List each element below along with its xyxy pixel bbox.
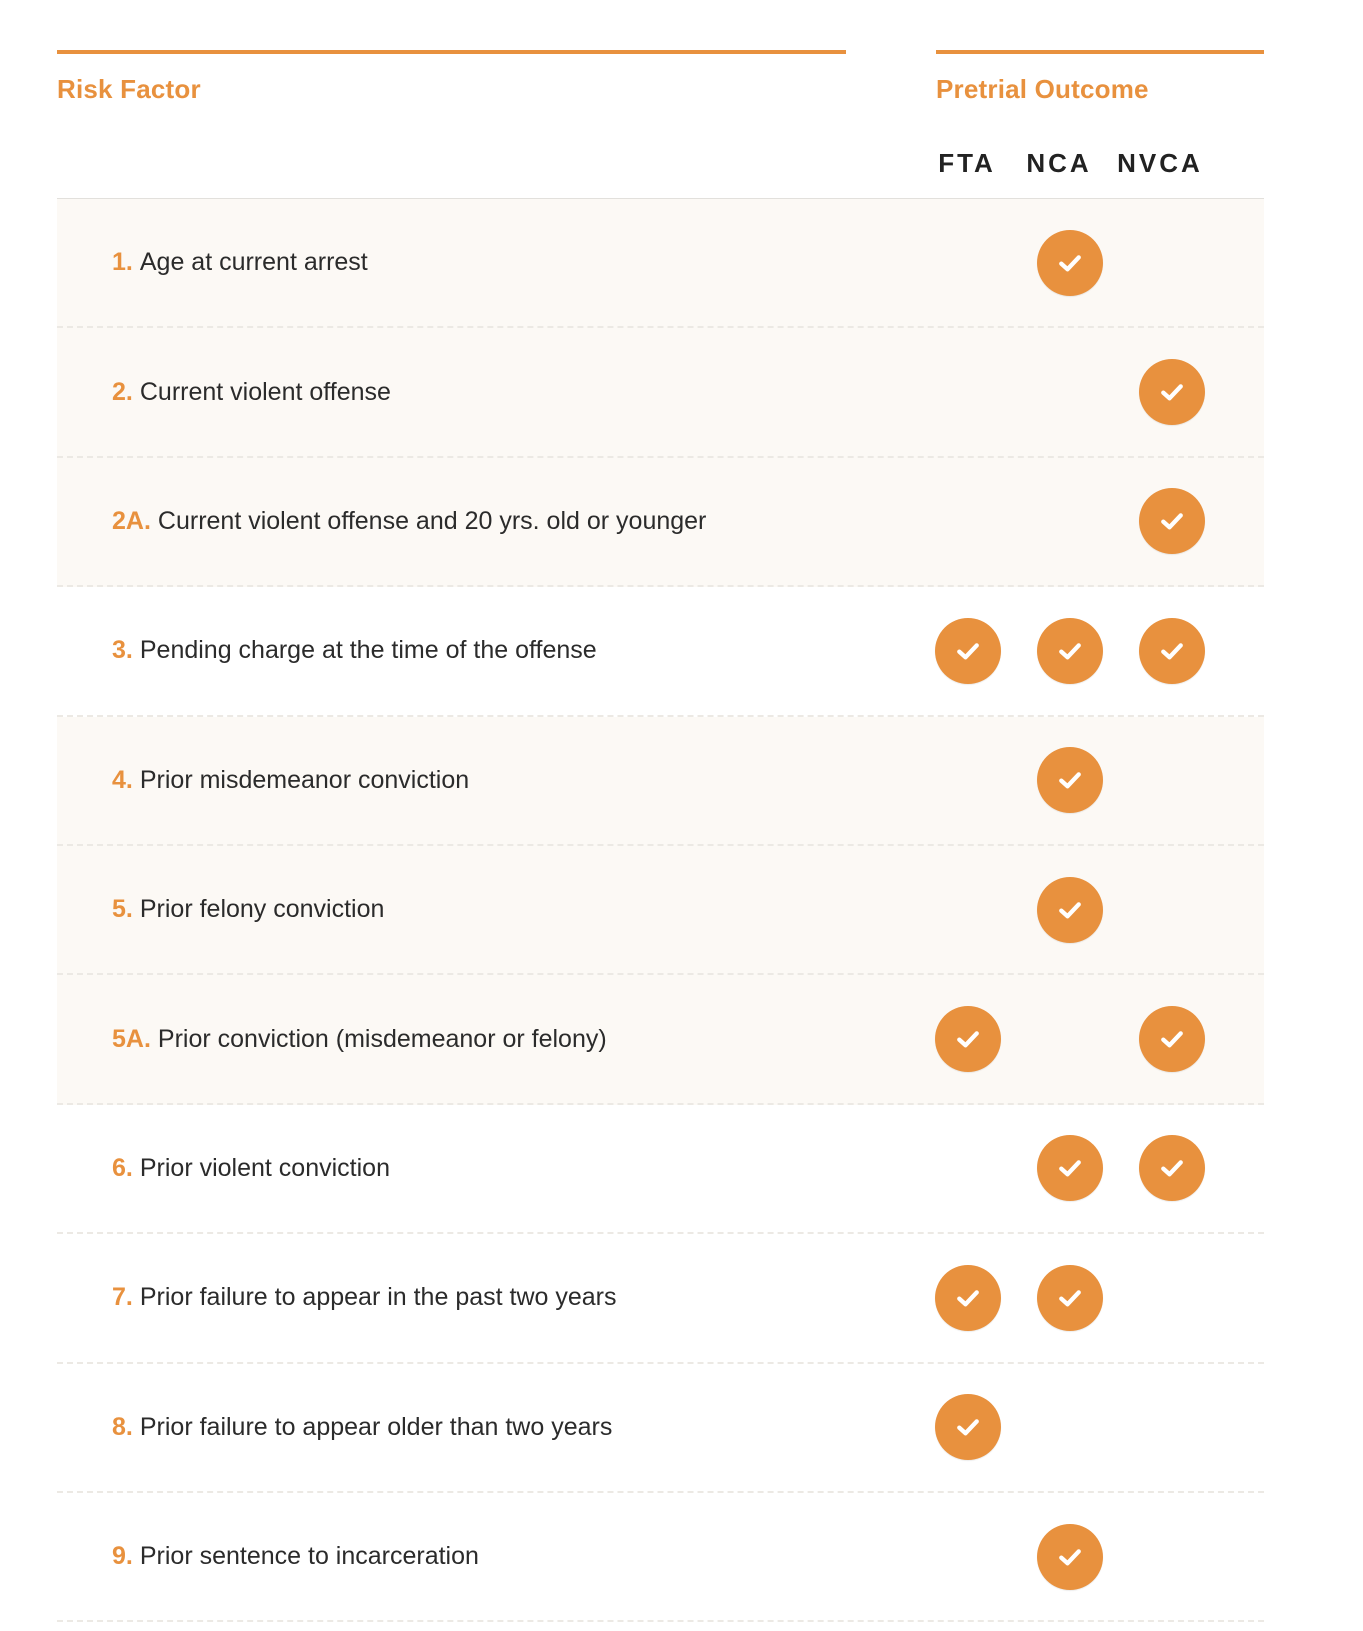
check-icon (1055, 895, 1085, 925)
risk-factor-cell (112, 975, 607, 1102)
table-row (57, 1105, 1264, 1234)
table-row (57, 1493, 1264, 1622)
risk-factor-number: 1. (112, 248, 133, 277)
risk-factor-cell (112, 328, 391, 455)
outcome-label-nvca: NVCA (1117, 148, 1203, 178)
check-icon-fta (935, 1394, 1001, 1460)
check-icon (1055, 1542, 1085, 1572)
risk-factor-label: Prior felony conviction (139, 895, 385, 924)
check-icon (953, 1024, 983, 1054)
check-icon-nvca (1139, 1006, 1205, 1072)
risk-factor-number: 3. (112, 636, 133, 665)
table-row (57, 717, 1264, 846)
check-icon (1055, 1153, 1085, 1183)
risk-factor-number: 9. (112, 1542, 133, 1571)
risk-factor-label: Current violent offense and 20 yrs. old or younger (157, 506, 707, 535)
check-icon-fta (935, 618, 1001, 684)
risk-factor-label: Prior misdemeanor conviction (139, 765, 470, 794)
check-icon (953, 1283, 983, 1313)
risk-factor-label: Prior conviction (misdemeanor or felony) (157, 1024, 607, 1053)
check-icon (1055, 1283, 1085, 1313)
pretrial-outcome-heading: Pretrial Outcome (936, 74, 1149, 104)
table-row (57, 458, 1264, 587)
check-icon-nvca (1139, 1135, 1205, 1201)
check-icon (1157, 377, 1187, 407)
risk-factor-number: 2. (112, 377, 133, 406)
outcome-label-nca: NCA (1026, 148, 1092, 178)
check-icon (1157, 506, 1187, 536)
risk-factor-label: Pending charge at the time of the offense (139, 636, 597, 665)
check-icon (1055, 248, 1085, 278)
table-row (57, 1234, 1264, 1363)
check-icon-nca (1037, 1135, 1103, 1201)
check-icon-nca (1037, 1265, 1103, 1331)
table-row (57, 846, 1264, 975)
risk-factor-cell (112, 717, 469, 844)
check-icon (1157, 1153, 1187, 1183)
risk-factor-number: 6. (112, 1153, 133, 1182)
check-icon (1157, 1024, 1187, 1054)
table-row (57, 199, 1264, 328)
check-icon-nca (1037, 877, 1103, 943)
risk-factor-label: Prior failure to appear in the past two years (139, 1283, 617, 1312)
table-row (57, 975, 1264, 1104)
risk-factor-rule (57, 50, 846, 54)
check-icon (1157, 636, 1187, 666)
risk-factor-cell (112, 199, 368, 326)
risk-factor-label: Age at current arrest (139, 248, 368, 277)
risk-factor-cell (112, 1493, 479, 1620)
risk-factor-number: 4. (112, 765, 133, 794)
risk-factor-cell (112, 458, 706, 585)
risk-factor-number: 5A. (112, 1024, 151, 1053)
table-row (57, 328, 1264, 457)
check-icon (953, 636, 983, 666)
risk-factor-table (57, 199, 1264, 1622)
check-icon-nca (1037, 618, 1103, 684)
risk-factor-number: 8. (112, 1412, 133, 1441)
outcome-label-fta: FTA (938, 148, 996, 178)
check-icon (1055, 636, 1085, 666)
risk-factor-label: Prior sentence to incarceration (139, 1542, 479, 1571)
check-icon (953, 1412, 983, 1442)
table-row (57, 1364, 1264, 1493)
pretrial-outcome-rule (936, 50, 1264, 54)
check-icon-fta (935, 1006, 1001, 1072)
risk-factor-cell (112, 587, 597, 714)
check-icon-fta (935, 1265, 1001, 1331)
risk-factor-label: Prior violent conviction (139, 1153, 390, 1182)
risk-factor-label: Current violent offense (139, 377, 391, 406)
risk-factor-number: 7. (112, 1283, 133, 1312)
check-icon-nvca (1139, 618, 1205, 684)
table-row (57, 587, 1264, 716)
risk-factor-cell (112, 1364, 612, 1491)
risk-factor-number: 5. (112, 895, 133, 924)
check-icon (1055, 765, 1085, 795)
check-icon-nvca (1139, 488, 1205, 554)
check-icon-nca (1037, 1524, 1103, 1590)
check-icon-nvca (1139, 359, 1205, 425)
risk-factor-label: Prior failure to appear older than two years (139, 1412, 613, 1441)
risk-factor-number: 2A. (112, 506, 151, 535)
risk-factor-cell (112, 846, 384, 973)
risk-factor-heading: Risk Factor (57, 74, 201, 104)
risk-factor-cell (112, 1105, 390, 1232)
risk-factor-cell (112, 1234, 617, 1361)
check-icon-nca (1037, 230, 1103, 296)
check-icon-nca (1037, 747, 1103, 813)
